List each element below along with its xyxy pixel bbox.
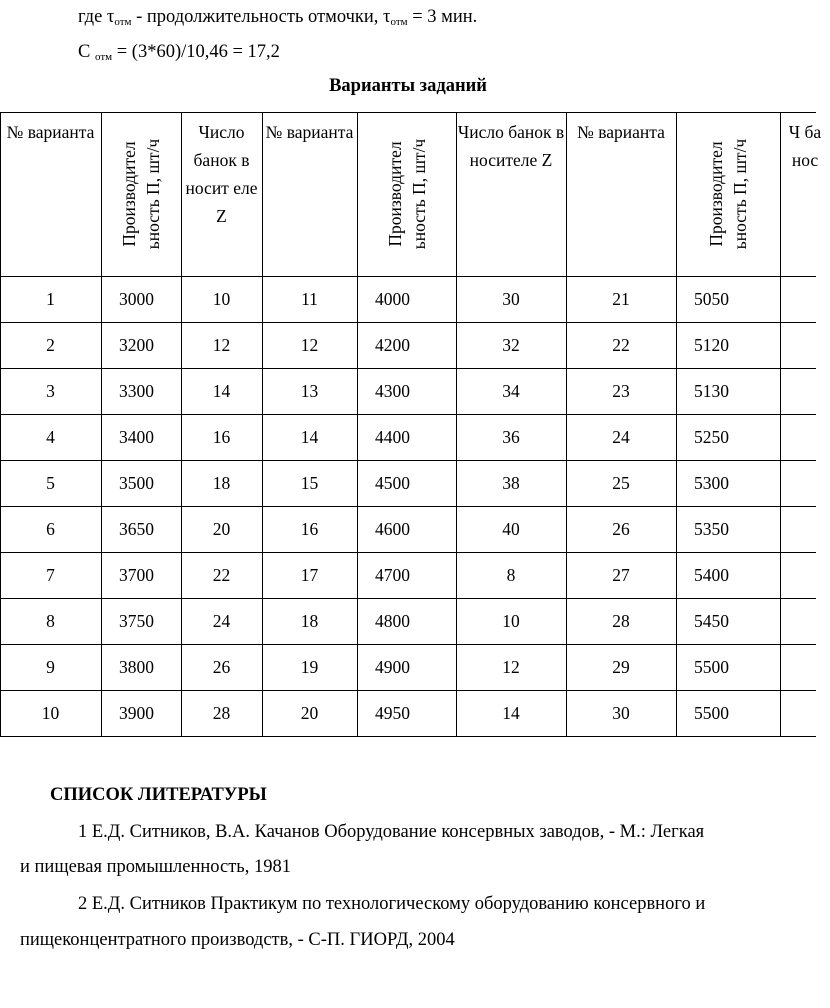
table-cell: 19 <box>300 657 319 677</box>
table-cell: 7 <box>46 565 55 585</box>
table-cell: 26 <box>212 657 231 677</box>
table-cell: 6 <box>46 519 55 539</box>
table-cell: 16 <box>212 427 231 447</box>
table-cell: 3750 <box>119 611 154 631</box>
table-cell: 4200 <box>375 335 410 355</box>
table-cell: 3300 <box>119 381 154 401</box>
table-cell: 13 <box>300 381 319 401</box>
formula-text: - продолжительность отмочки, τ <box>131 7 391 27</box>
table-cell: 20 <box>300 703 319 723</box>
table-cell: 24 <box>212 611 231 631</box>
table-cell: 3400 <box>119 427 154 447</box>
table-cell: 10 <box>212 289 231 309</box>
table-cell: 4700 <box>375 565 410 585</box>
table-cell: 12 <box>212 335 231 355</box>
table-border <box>0 414 816 415</box>
table-cell: 3000 <box>119 289 154 309</box>
table-cell: 5500 <box>694 657 729 677</box>
formula-text: = (3*60)/10,46 = 17,2 <box>112 42 280 62</box>
table-cell: 12 <box>502 657 520 677</box>
table-border <box>780 112 781 736</box>
table-cell: 28 <box>212 703 231 723</box>
formula-line-2 <box>78 41 280 68</box>
table-cell: 5500 <box>694 703 729 723</box>
table-cell: 2 <box>46 335 55 355</box>
table-cell: 12 <box>300 335 319 355</box>
table-cell: 18 <box>212 473 231 493</box>
table-border <box>0 368 816 369</box>
table-cell: 3900 <box>119 703 154 723</box>
table-border <box>0 112 1 736</box>
reference-1-line-2: и пищевая промышленность, 1981 <box>20 857 291 877</box>
table-cell: 14 <box>212 381 231 401</box>
reference-2-line-2: пищеконцентратного производств, - С-П. ГИОРД, 2004 <box>20 930 455 950</box>
table-cell: 5350 <box>694 519 729 539</box>
table-cell: 36 <box>502 427 520 447</box>
table-cell: 5 <box>46 473 55 493</box>
table-border <box>0 552 816 553</box>
table-cell: 21 <box>612 289 630 309</box>
table-cell: 23 <box>612 381 630 401</box>
reference-1-line-1: 1 Е.Д. Ситников, В.А. Качанов Оборудование консервных заводов, - М.: Легкая <box>78 822 705 842</box>
references-title: СПИСОК ЛИТЕРАТУРЫ <box>50 785 267 805</box>
table-cell: 5450 <box>694 611 729 631</box>
header-variant: № варианта <box>577 122 665 142</box>
table-cell: 3650 <box>119 519 154 539</box>
table-cell: 4300 <box>375 381 410 401</box>
reference-2-line-1: 2 Е.Д. Ситников Практикум по технологическому оборудованию консервного и <box>78 894 706 914</box>
header-productivity: Производител ьность П, шт/ч <box>384 138 429 250</box>
table-cell: 4900 <box>375 657 410 677</box>
header-cans-count: Число банок в носит еле Z <box>185 122 258 226</box>
table-cell: 4800 <box>375 611 410 631</box>
table-cell: 4400 <box>375 427 410 447</box>
table-border <box>0 460 816 461</box>
table-border <box>0 690 816 691</box>
table-title: Варианты заданий <box>329 76 487 96</box>
table-cell: 14 <box>502 703 520 723</box>
formula-line-1 <box>78 6 477 33</box>
table-cell: 22 <box>612 335 630 355</box>
table-cell: 8 <box>46 611 55 631</box>
formula-text: где τ <box>78 7 115 27</box>
header-productivity: Производител ьность П, шт/ч <box>706 138 750 250</box>
table-cell: 20 <box>212 519 231 539</box>
table-border <box>566 112 567 736</box>
table-cell: 26 <box>612 519 630 539</box>
table-border <box>357 112 358 736</box>
table-cell: 38 <box>502 473 520 493</box>
table-cell: 3800 <box>119 657 154 677</box>
subscript: отм <box>390 16 408 28</box>
table-border <box>0 112 816 113</box>
table-cell: 5130 <box>694 381 729 401</box>
table-cell: 4600 <box>375 519 410 539</box>
table-border <box>262 112 263 736</box>
table-cell: 30 <box>502 289 520 309</box>
table-cell: 30 <box>612 703 630 723</box>
formula-text: С <box>78 42 95 62</box>
table-cell: 24 <box>612 427 630 447</box>
table-cell: 3 <box>46 381 55 401</box>
header-cans-count: Число банок в носителе Z <box>457 122 565 170</box>
subscript: отм <box>94 51 113 63</box>
table-cell: 4950 <box>375 703 410 723</box>
table-cell: 22 <box>212 565 231 585</box>
table-cell: 11 <box>301 289 318 309</box>
table-cell: 16 <box>300 519 319 539</box>
subscript: отм <box>114 16 132 28</box>
table-cell: 3200 <box>119 335 154 355</box>
table-cell: 28 <box>612 611 630 631</box>
table-cell: 4 <box>46 427 55 447</box>
header-productivity: Производител ьность П, шт/ч <box>119 138 163 250</box>
variants-table <box>0 112 822 736</box>
table-cell: 5250 <box>694 427 729 447</box>
table-cell: 27 <box>612 565 630 585</box>
header-variant: № варианта <box>6 122 95 142</box>
table-border <box>0 736 816 737</box>
formula-text: = 3 мин. <box>407 7 478 27</box>
table-cell: 15 <box>300 473 319 493</box>
table-cell: 5400 <box>694 565 729 585</box>
table-border <box>676 112 677 736</box>
table-cell: 5300 <box>694 473 729 493</box>
table-border <box>456 112 457 736</box>
table-cell: 5050 <box>694 289 729 309</box>
table-cell: 4000 <box>375 289 410 309</box>
table-cell: 1 <box>46 289 55 309</box>
table-cell: 25 <box>612 473 630 493</box>
header-variant: № варианта <box>265 122 354 142</box>
table-cell: 18 <box>300 611 319 631</box>
table-cell: 10 <box>502 611 520 631</box>
table-cell: 3700 <box>119 565 154 585</box>
table-border <box>101 112 102 736</box>
table-border <box>0 276 816 277</box>
table-border <box>0 644 816 645</box>
table-border <box>0 506 816 507</box>
table-border <box>0 322 816 323</box>
table-cell: 3500 <box>119 473 154 493</box>
table-cell: 8 <box>506 565 516 585</box>
table-cell: 5120 <box>694 335 729 355</box>
table-cell: 40 <box>502 519 520 539</box>
table-cell: 17 <box>300 565 319 585</box>
table-cell: 34 <box>502 381 520 401</box>
table-cell: 4500 <box>375 473 410 493</box>
table-cell: 14 <box>300 427 319 447</box>
table-border <box>0 598 816 599</box>
table-cell: 29 <box>612 657 630 677</box>
table-cell: 32 <box>502 335 520 355</box>
header-cans-count: Ч ба нос <box>788 122 822 170</box>
table-cell: 10 <box>41 703 60 723</box>
table-cell: 9 <box>46 657 55 677</box>
